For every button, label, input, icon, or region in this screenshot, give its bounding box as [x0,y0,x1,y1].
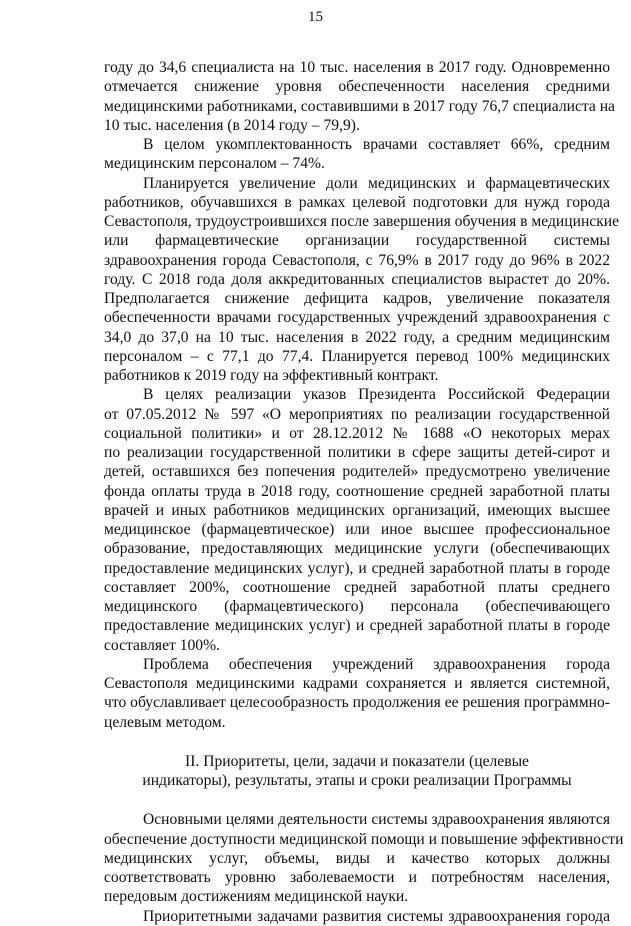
text-line: или фармацевтические организации государственной системы [104,232,610,250]
text-line: соответствовать уровню заболеваемости и потребностям населения, [104,869,610,886]
paragraph [104,810,624,906]
text-line: Севастополя, трудоустроившихся после завершения обучения в медицинские [104,213,620,230]
paragraph [104,655,610,732]
text-line: году. С 2018 года доля аккредитованных специалистов вырастет до 20%. [104,270,610,288]
text-line: медицинского (фармацевтического) персонала (обеспечивающего [104,598,610,615]
text-line: медицинских услуг, объемы, виды и качество которых должны [104,849,610,867]
text-line: обеспеченности врачами государственных учреждений здравоохранения с [104,309,610,327]
text-line: детей, оставшихся без попечения родителей» предусмотрено увеличение [104,463,610,481]
spacer [104,732,610,752]
text-line: В целом укомплектованность врачами составляет 66%, средним [143,136,610,153]
text-line: предоставление медицинских услуг) и средней заработной платы в городе [104,617,610,635]
paragraph [104,385,610,655]
heading-line: индикаторы), результаты, этапы и сроки реализации Программы [142,772,572,789]
text-line: Основными целями деятельности системы здравоохранения являются [143,811,610,829]
text-line: Планируется увеличение доли медицинских и фармацевтических [143,174,610,192]
paragraph [104,135,610,174]
text-line: от 07.05.2012 № 597 «О мероприятиях по реализации государственной [104,405,610,423]
heading-line: II. Приоритеты, цели, задачи и показатели (целевые [185,752,529,770]
page-number: 15 [308,9,323,25]
text-line: Севастополя медицинскими кадрами сохраняется и является системной, [104,675,610,692]
text-line: Приоритетными задачами развития системы здравоохранения города [143,907,610,925]
text-line: В целях реализации указов Президента Российской Федерации [143,386,610,404]
text-line: отмечается снижение уровня обеспеченности населения средними [104,78,610,96]
text-line: по реализации государственной политики в сфере защиты детей-сирот и [104,444,610,461]
text-line: году до 34,6 специалиста на 10 тыс. населения в 2017 году. Одновременно [104,59,610,76]
text-line: фонда оплаты труда в 2018 году, соотношение средней заработной платы [104,482,610,500]
paragraph [104,907,610,926]
text-line: 10 тыс. населения (в 2014 году – 79,9). [104,116,360,134]
section-heading [104,752,610,791]
text-line: работников, обучавшихся в рамках целевой подготовки для нужд города [104,193,610,211]
text-line: 34,0 до 37,0 на 10 тыс. населения в 2022 году, а средним медицинским [104,328,610,346]
text-line: передовым достижениям медицинской науки. [104,888,409,906]
text-line: социальной политики» и от 28.12.2012 № 1688 «О некоторых мерах [104,424,610,442]
document-body [104,58,624,926]
text-line: Проблема обеспечения учреждений здравоохранения города [143,655,610,673]
text-line: что обуславливает целесообразность продолжения ее решения программно- [104,694,610,712]
text-line: обеспечение доступности медицинской помощи и повышение эффективности [104,830,624,848]
text-line: составляет 200%, соотношение средней заработной платы среднего [104,578,610,596]
text-line: врачей и иных работников медицинских организаций, имеющих высшее [104,501,610,519]
spacer [104,790,610,810]
text-line: персоналом – с 77,1 до 77,4. Планируется перевод 100% медицинских [104,347,610,365]
text-line: целевым методом. [104,713,226,731]
text-line: предоставление медицинских услуг), и средней заработной платы в городе [104,559,610,577]
text-line: медицинским персоналом – 74%. [104,155,325,173]
text-line: медицинскими работниками, составившими в 2017 году 76,7 специалиста на [104,97,615,115]
text-line: Предполагается снижение дефицита кадров, увеличение показателя [104,290,610,307]
text-line: работников к 2019 году на эффективный контракт. [104,367,439,384]
text-line: медицинское (фармацевтическое) или иное высшее профессиональное [104,521,610,538]
paragraph [104,58,615,135]
text-line: составляет 100%. [104,636,220,654]
paragraph [104,174,620,386]
text-line: образование, предоставляющих медицинские услуги (обеспечивающих [104,540,610,558]
text-line: здравоохранения города Севастополя, с 76,9% в 2017 году до 96% в 2022 [104,251,610,269]
